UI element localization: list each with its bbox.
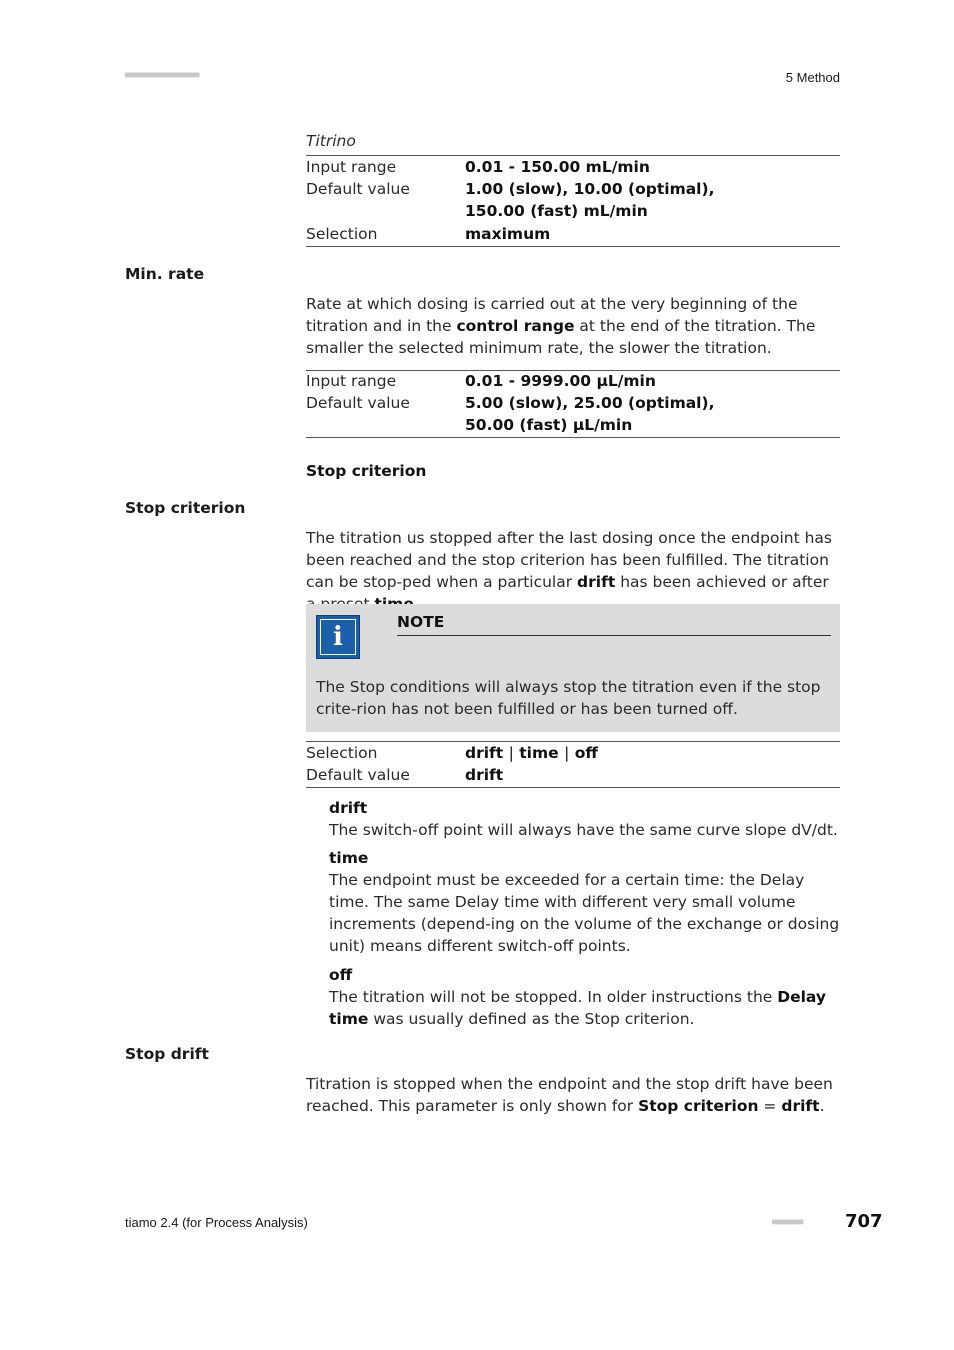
separator: | — [508, 744, 514, 762]
text-run: = — [758, 1097, 782, 1115]
stop-drift-description — [306, 1073, 840, 1117]
row-value — [465, 742, 840, 764]
header-decoration: ■■■■■■■■■■■■■■■■■■■■■■ — [125, 70, 198, 79]
min-rate-heading: Min. rate — [125, 265, 205, 283]
option-description: The switch-off point will always have the same curve slope dV/dt. — [329, 821, 838, 839]
text-run: has been achieved or after — [620, 573, 829, 591]
row-key: Selection — [306, 744, 378, 762]
min-rate-description — [306, 293, 840, 359]
option-value: time — [519, 744, 559, 762]
stop-criterion-heading: Stop criterion — [125, 499, 246, 517]
info-icon: i — [316, 615, 360, 659]
text-run: was usually defined as the Stop criterion. — [368, 1010, 695, 1028]
footer-decoration: ■■■■■■■■■ — [772, 1217, 802, 1226]
chapter-title: 5 Method — [785, 70, 840, 85]
row-key: Selection — [306, 225, 378, 243]
row-key: Default value — [306, 180, 410, 198]
text-run: at the end of the titration. The smaller the selected minimum rate, the slower the titration. — [306, 317, 816, 357]
bold-term: Delay time — [329, 988, 827, 1028]
text-run: The titration will not be stopped. In older instructions the — [329, 988, 778, 1006]
row-value: 5.00 (slow), 25.00 (optimal), 50.00 (fast) µL/min — [465, 394, 715, 434]
option-value: off — [574, 744, 598, 762]
section-title: Stop criterion — [306, 462, 427, 480]
row-key: Input range — [306, 158, 397, 176]
table-row — [306, 742, 840, 764]
table-row — [306, 392, 840, 436]
row-key: Input range — [306, 372, 397, 390]
option-term: off — [329, 966, 353, 984]
text-run: The titration us stopped after the last dosing once the endpoint has been reached and the stop criterion has been fulfilled. The titration can be stop-ped when a particular — [306, 529, 832, 591]
table-row — [306, 370, 840, 392]
table-row — [306, 156, 840, 178]
row-key: Default value — [306, 766, 410, 784]
option-description — [329, 986, 840, 1030]
row-value: 0.01 - 150.00 mL/min — [465, 158, 650, 176]
page-number: 707 — [845, 1211, 883, 1232]
option-description: The endpoint must be exceeded for a certain time: the Delay time. The same Delay time with different very small volume increments (depend-ing on the volume of the exchange or dosing unit) means different switch-off points. — [329, 871, 840, 955]
row-key: Default value — [306, 394, 410, 412]
option-off — [329, 964, 840, 1030]
stop-criterion-table — [306, 742, 840, 786]
row-value: maximum — [465, 225, 551, 243]
stop-drift-heading: Stop drift — [125, 1045, 209, 1063]
bold-term: drift — [781, 1097, 820, 1115]
bold-term: Stop criterion — [638, 1097, 759, 1115]
table-row — [306, 223, 840, 245]
row-value: drift — [465, 766, 504, 784]
table-row — [306, 178, 840, 222]
table-rule — [306, 787, 840, 788]
note-text: The Stop conditions will always stop the titration even if the stop crite-rion has not been fulfilled or has been turned off. — [316, 678, 821, 718]
note-rule — [397, 635, 831, 636]
titrino-label: Titrino — [306, 132, 356, 150]
separator: | — [564, 744, 570, 762]
row-value: 0.01 - 9999.00 µL/min — [465, 372, 656, 390]
table-row — [306, 764, 840, 786]
option-value: drift — [465, 744, 504, 762]
bold-term: drift — [577, 573, 616, 591]
option-drift — [329, 797, 840, 841]
text-run: Titration is stopped when the endpoint and the stop drift have been reached. This parameter is only shown for — [306, 1075, 833, 1115]
text-run: . — [819, 1097, 825, 1115]
note-box — [306, 604, 840, 732]
footer-product: tiamo 2.4 (for Process Analysis) — [125, 1215, 308, 1230]
bold-term: control range — [456, 317, 575, 335]
table-rule — [306, 246, 840, 247]
option-term: drift — [329, 799, 368, 817]
stop-criterion-description — [306, 527, 840, 615]
text-run: Rate at which dosing is carried out at the very beginning of the titration and in the — [306, 295, 798, 335]
option-term: time — [329, 849, 369, 867]
table-rule — [306, 437, 840, 438]
option-time — [329, 847, 840, 957]
row-value: 1.00 (slow), 10.00 (optimal), 150.00 (fast) mL/min — [465, 180, 715, 220]
titrino-table — [306, 156, 840, 245]
min-rate-table — [306, 370, 840, 436]
note-title: NOTE — [397, 613, 445, 631]
